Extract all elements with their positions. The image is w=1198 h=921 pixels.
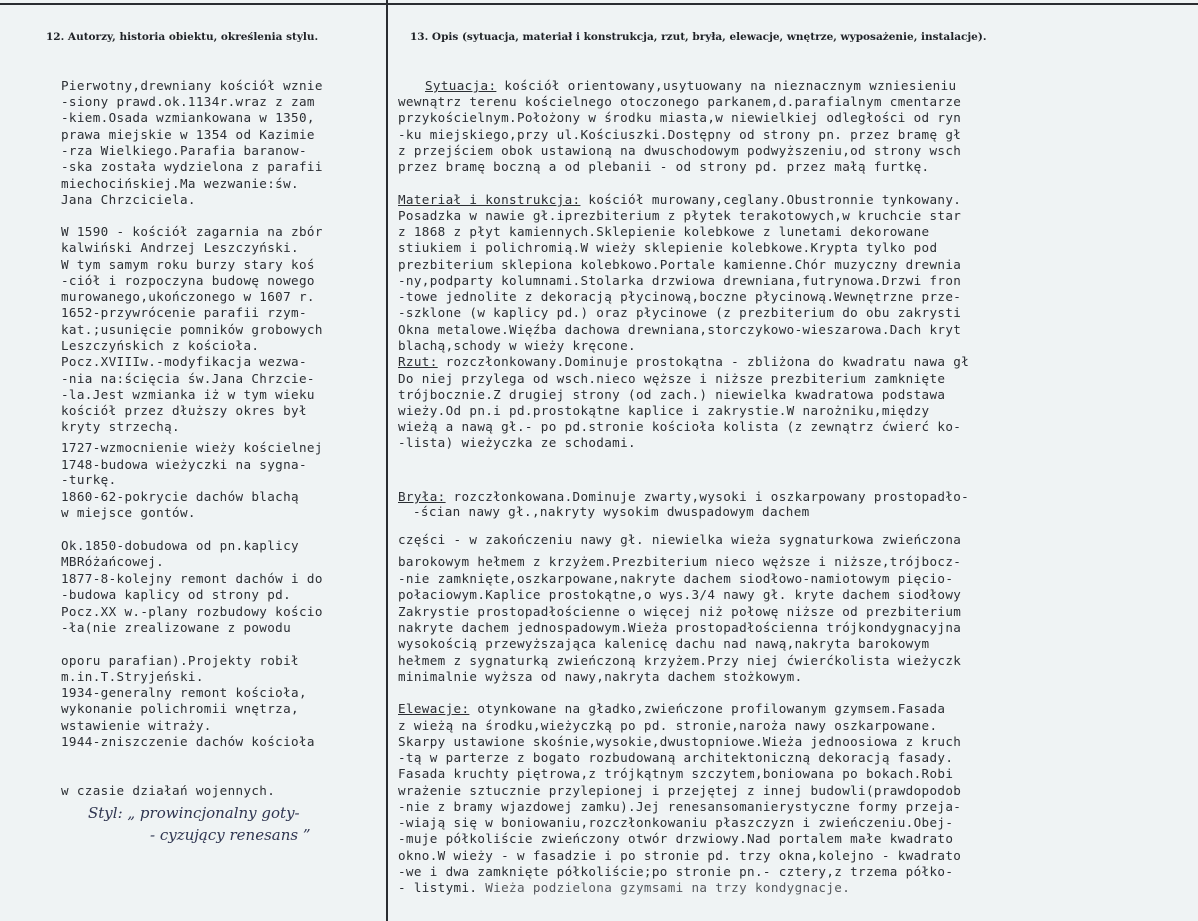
material-line: prezbiterium sklepiona kolebkowo.Portale kamienne.Chór muzyczny drewnia <box>398 258 962 272</box>
history-line: W 1590 - kościół zagarnia na zbór <box>61 225 323 239</box>
rzut-line: trójbocznie.Z drugiej strony (od zach.) niewielka kwadratowa podstawa <box>398 388 946 402</box>
bryla-heading: Bryła: <box>398 490 446 504</box>
history-line: oporu parafian).Projekty robił <box>61 654 299 668</box>
rzut-heading: Rzut: <box>398 355 438 369</box>
sytuacja-first-line <box>425 79 1198 93</box>
history-line: w miejsce gontów. <box>61 506 196 520</box>
elewacje-line: -nie z bramy wjazdowej zamku).Jej renesansomanierystyczne formy przeja- <box>398 800 962 814</box>
bryla-line: -nie zamknięte,oszkarpowane,nakryte dachem siodłowo-namiotowym pięcio- <box>398 572 954 586</box>
history-line: -ciół i rozpoczyna budowę nowego <box>61 274 315 288</box>
sytuacja-text: kościół orientowany,usytuowany na nieznacznym wzniesieniu <box>496 79 957 93</box>
elewacje-line: okno.W wieży - w fasadzie i po stronie pd. trzy okna,kolejno - kwadrato <box>398 849 962 863</box>
material-line: Posadzka w nawie gł.iprezbiterium z płytek terakotowych,w kruchcie star <box>398 209 962 223</box>
bryla-line: hełmem z sygnaturką zwieńczoną krzyżem.Przy niej ćwierćkolista wieżyczk <box>398 654 962 668</box>
material-line: blachą,schody w wieży kręcone. <box>398 339 636 353</box>
material-line: z 1868 z płyt kamiennych.Sklepienie kolebkowe z lunetami dekorowane <box>398 225 930 239</box>
history-line: 1877-8-kolejny remont dachów i do <box>61 572 323 586</box>
handwritten-style-note-line2: - cyzujący renesans ” <box>150 826 311 844</box>
history-line: 1748-budowa wieżyczki na sygna- <box>61 458 307 472</box>
history-line: W tym samym roku burzy stary koś <box>61 258 315 272</box>
history-line: wstawienie witraży. <box>61 719 212 733</box>
history-line: Leszczyńskich z kościoła. <box>61 339 260 353</box>
elewacje-text: otynkowane na gładko,zwieńczone profilowanym gzymsem.Fasada <box>469 702 946 716</box>
history-line: -ła(nie zrealizowane z powodu <box>61 621 292 635</box>
bryla-line: barokowym hełmem z krzyżem.Prezbiterium nieco węższe i niższe,trójbocz- <box>398 555 962 569</box>
bryla-line: nakryte dachem jednospadowym.Wieża prostopadłościenna trójkondygnacyjna <box>398 621 962 635</box>
elewacje-faint-text: Wieża podzielona gzymsami na trzy kondygnacje. <box>477 881 851 895</box>
column-divider <box>386 0 388 921</box>
history-line: kościół przez dłuższy okres był <box>61 404 307 418</box>
material-heading: Materiał i konstrukcja: <box>398 193 581 207</box>
elewacje-line: -tą w parterze z bogato rozbudowaną architektoniczną dekoracją fasady. <box>398 751 954 765</box>
bryla-line: wysokością przewyższająca kalenicę dachu nad nawą,nakryta barokowym <box>398 637 930 651</box>
history-line: wykonanie polichromii wnętrza, <box>61 702 299 716</box>
bryla-line: Zakrystie prostopadłościenne o więcej niż połowę niższe od prezbiterium <box>398 605 962 619</box>
history-line: 1860-62-pokrycie dachów blachą <box>61 490 299 504</box>
history-line: Ok.1850-dobudowa od pn.kaplicy <box>61 539 299 553</box>
bryla-line: minimalnie wyższa od nawy,nakryta dachem stożkowym. <box>398 670 803 684</box>
bryla-line: części - w zakończeniu nawy gł. niewielka wieża sygnaturkowa zwieńczona <box>398 533 962 547</box>
top-rule-left <box>0 3 386 5</box>
sytuacja-heading: Sytuacja: <box>425 79 497 93</box>
bryla-text: rozczłonkowana.Dominuje zwarty,wysoki i oszkarpowany prostopadło- <box>445 490 970 504</box>
elewacje-heading: Elewacje: <box>398 702 470 716</box>
history-line: -siony prawd.ok.1134r.wraz z zam <box>61 95 315 109</box>
history-line: kalwiński Andrzej Leszczyński. <box>61 241 299 255</box>
elewacje-line <box>398 881 1198 895</box>
history-line: w czasie działań wojennych. <box>61 784 276 798</box>
rzut-line: Do niej przylega od wsch.nieco węższe i niższe prezbiterium zamknięte <box>398 372 946 386</box>
rzut-line: wieży.Od pn.i pd.prostokątne kaplice i zakrystie.W narożniku,między <box>398 404 930 418</box>
sytuacja-line: -ku miejskiego,przy ul.Kościuszki.Dostępny od strony pn. przez bramę gł <box>398 128 962 142</box>
rzut-line: wieżą a nawą gł.- po pd.stronie kościoła kolista (z zewnątrz ćwierć ko- <box>398 420 962 434</box>
elewacje-line: Fasada kruchty piętrowa,z trójkątnym szczytem,boniowana po bokach.Robi <box>398 767 954 781</box>
history-line: miechocińskiej.Ma wezwanie:św. <box>61 177 299 191</box>
section-12-header: 12. Autorzy, historia obiektu, określenia stylu. <box>46 31 319 43</box>
elewacje-line: -we i dwa zamknięte półkoliście;po stronie pn.- cztery,z trzema półko- <box>398 865 954 879</box>
sytuacja-line: przez bramę boczną a od plebanii - od strony pd. przez małą furtkę. <box>398 160 930 174</box>
history-line: 1934-generalny remont kościoła, <box>61 686 307 700</box>
rzut-first-line <box>398 355 1198 369</box>
rzut-text: rozczłonkowany.Dominuje prostokątna - zbliżona do kwadratu nawa gł <box>437 355 970 369</box>
history-line: 1944-zniszczenie dachów kościoła <box>61 735 315 749</box>
top-rule-right <box>388 3 1198 5</box>
history-line: 1727-wzmocnienie wieży kościelnej <box>61 441 323 455</box>
material-line: Okna metalowe.Więźba dachowa drewniana,storczykowo-wieszarowa.Dach kryt <box>398 323 962 337</box>
material-line: stiukiem i polichromią.W wieży sklepienie kolebkowe.Krypta tylko pod <box>398 241 938 255</box>
material-first-line <box>398 193 1198 207</box>
material-line: -szklone (w kaplicy pd.) oraz płycinowe (z prezbiterium do obu zakrysti <box>398 306 962 320</box>
history-line: -budowa kaplicy od strony pd. <box>61 588 292 602</box>
material-line: -ny,podparty kolumnami.Stolarka drzwiowa drewniana,futrynowa.Drzwi fron <box>398 274 962 288</box>
history-line: -rza Wielkiego.Parafia baranow- <box>61 144 307 158</box>
history-line: -turkę. <box>61 473 117 487</box>
elewacje-first-line <box>398 702 1198 716</box>
elewacje-line: wrażenie sztucznie przylepionej i przejętej z innej budowli(prawdopodob <box>398 784 962 798</box>
sytuacja-line: wewnątrz terenu kościelnego otoczonego parkanem,d.parafialnym cmentarze <box>398 95 962 109</box>
history-line: prawa miejskie w 1354 od Kazimie <box>61 128 315 142</box>
rzut-line: -lista) wieżyczka ze schodami. <box>398 436 636 450</box>
handwritten-style-note-line1: Styl: „ prowincjonalny goty- <box>88 804 300 822</box>
sytuacja-line: z przejściem obok ustawioną na dwuschodowym podwyższeniu,od strony wsch <box>398 144 962 158</box>
elewacje-line-text: - listymi. <box>398 881 478 895</box>
history-line: -ska została wydzielona z parafii <box>61 160 323 174</box>
bryla-overlap-line: -ścian nawy gł.,nakryty wysokim dwuspadowym dachem <box>413 505 810 519</box>
history-line: kryty strzechą. <box>61 420 180 434</box>
material-line: -towe jednolite z dekoracją płycinową,boczne płycinową.Wewnętrzne prze- <box>398 290 962 304</box>
history-line: kat.;usunięcie pomników grobowych <box>61 323 323 337</box>
history-line: Pocz.XVIIIw.-modyfikacja wezwa- <box>61 355 307 369</box>
bryla-line: połaciowym.Kaplice prostokątne,o wys.3/4 nawy gł. kryte dachem siodłowy <box>398 588 962 602</box>
bryla-first-line <box>398 490 1198 504</box>
elewacje-line: z wieżą na środku,wieżyczką po pd. stronie,naroża nawy oszkarpowane. <box>398 719 938 733</box>
history-line: MBRóżańcowej. <box>61 555 165 569</box>
history-line: Pierwotny,drewniany kościół wznie <box>61 79 323 93</box>
material-text: kościół murowany,ceglany.Obustronnie tynkowany. <box>580 193 962 207</box>
elewacje-line: Skarpy ustawione skośnie,wysokie,dwustopniowe.Wieża jednoosiowa z kruch <box>398 735 962 749</box>
history-line: -nia na:ścięcia św.Jana Chrzcie- <box>61 372 315 386</box>
history-line: -la.Jest wzmianka iż w tym wieku <box>61 388 315 402</box>
history-line: m.in.T.Stryjeński. <box>61 670 204 684</box>
history-line: Pocz.XX w.-plany rozbudowy kościo <box>61 605 323 619</box>
history-line: -kiem.Osada wzmiankowana w 1350, <box>61 111 315 125</box>
elewacje-line: -wiają się w boniowaniu,rozczłonkowaniu płaszczyzn i zwieńczeniu.Obej- <box>398 816 954 830</box>
sytuacja-line: przykościelnym.Położony w środku miasta,w niewielkiej odległości od ryn <box>398 111 962 125</box>
history-line: 1652-przywrócenie parafii rzym- <box>61 306 307 320</box>
elewacje-line: -muje półkoliście zwieńczony otwór drzwiowy.Nad portalem małe kwadrato <box>398 832 954 846</box>
history-line: murowanego,ukończonego w 1607 r. <box>61 290 315 304</box>
section-13-header: 13. Opis (sytuacja, materiał i konstrukcja, rzut, bryła, elewacje, wnętrze, wyposażenie, instalacje). <box>410 31 987 43</box>
history-line: Jana Chrzciciela. <box>61 193 196 207</box>
